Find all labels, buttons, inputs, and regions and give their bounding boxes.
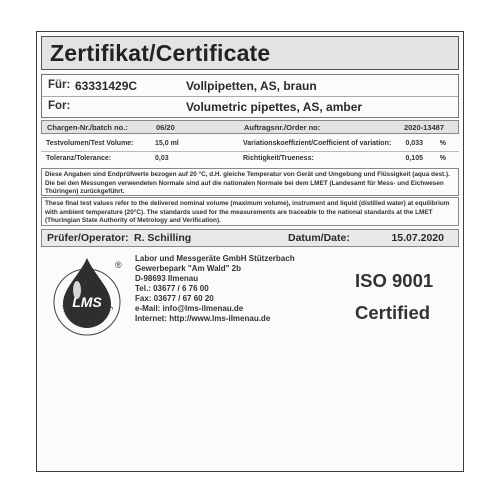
order-value: 2020-13487: [403, 123, 444, 132]
company-email: e-Mail: info@lms-ilmenau.de: [135, 304, 244, 313]
batch-label: Chargen-Nr./batch no.:: [47, 123, 128, 132]
operator-row: [41, 229, 459, 247]
date-label: Datum/Date:: [288, 232, 350, 244]
product-section: [41, 74, 459, 118]
registered-mark: ®: [115, 260, 122, 270]
measurement-divider: [41, 151, 459, 152]
company-section: [41, 250, 459, 352]
iso-standard: ISO 9001: [355, 270, 434, 291]
iso-certified: Certified: [355, 302, 431, 323]
test-volume-label: Testvolumen/Test Volume:: [46, 140, 134, 147]
company-address: [135, 254, 295, 324]
for-label-de: Für:: [48, 79, 71, 91]
for-label-en: For:: [48, 100, 71, 112]
note-german: [41, 168, 459, 196]
test-volume-value: 15,0 ml: [155, 140, 179, 147]
product-name-en: Volumetric pipettes, AS, amber: [186, 100, 363, 114]
tolerance-label: Toleranz/Tolerance:: [46, 155, 112, 162]
company-city: D-98693 Ilmenau: [135, 274, 199, 283]
tolerance-value: 0,03: [155, 155, 169, 162]
company-name: Labor und Messgeräte GmbH Stützerbach: [135, 254, 295, 263]
product-divider: [42, 96, 458, 97]
note-english: [41, 197, 459, 226]
measurements: [41, 137, 459, 167]
article-number: 63331429C: [75, 79, 138, 93]
note-english-text: These final test values refer to the delivered nominal volume (maximum volume), instrument and liquid (distilled water) at equilibrium with ambient temperature (20°C). The standards used for the measurements are traceable to the national standards at the LMET (Thuringian State Authority of Metrology and Verification).: [45, 200, 450, 225]
company-internet: Internet: http://www.lms-ilmenau.de: [135, 314, 271, 323]
order-label: Auftragsnr./Order no:: [244, 123, 321, 132]
title-box: [41, 36, 459, 70]
company-street: Gewerbepark "Am Wald" 2b: [135, 264, 241, 273]
company-fax: Fax: 03677 / 67 60 20: [135, 294, 214, 303]
certificate-title: Zertifikat/Certificate: [50, 40, 271, 66]
cv-unit: %: [439, 140, 446, 147]
trueness-unit: %: [439, 155, 446, 162]
lms-logo: [49, 254, 123, 340]
trueness-value: 0,105: [405, 155, 423, 162]
note-german-text: Diese Angaben sind Endprüfwerte bezogen auf 20 °C, d.H. gleiche Temperatur von Gerät und Umgebung und Flüssigkeit (aqua dest.). Die bei den Messungen verwendeten Normale sind auf die nationalen Normale bei dem LMET (Landesamt für Mess- und Eichwesen Thüringen) zurückgeführt.: [45, 171, 450, 196]
operator-name: R. Schilling: [134, 232, 192, 244]
date-value: 15.07.2020: [391, 232, 444, 244]
product-name-de: Vollpipetten, AS, braun: [186, 79, 317, 93]
logo-arc-text: Made in Germany: [59, 303, 114, 330]
cv-value: 0,033: [405, 140, 423, 147]
logo-text: LMS: [72, 294, 102, 310]
certificate: [36, 31, 464, 472]
batch-row: [41, 120, 459, 134]
batch-value: 06/20: [156, 123, 175, 132]
operator-label: Prüfer/Operator:: [47, 232, 129, 244]
trueness-label: Richtigkeit/Trueness:: [243, 155, 314, 162]
company-tel: Tel.: 03677 / 6 76 00: [135, 284, 209, 293]
cv-label: Variationskoeffizient/Coefficient of variation:: [243, 140, 392, 147]
